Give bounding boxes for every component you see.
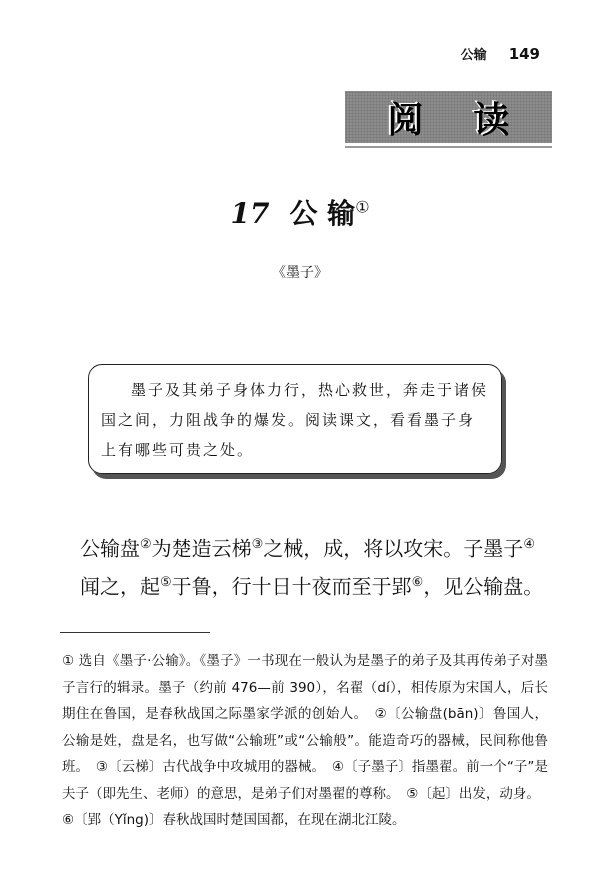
lesson-title-text: 公 输 [289,197,356,230]
banner-underline [345,146,552,148]
footnote-mark: ⑥ [411,574,424,590]
footnote-mark: ① [355,197,370,217]
text: 闻之，起 [80,574,160,599]
lesson-number: 17 [230,197,270,230]
footnote-mark: ③ [251,537,264,552]
footnote-divider [60,632,210,633]
footnote-mark: ⑤ [160,574,172,590]
text: 之械，成，将以攻宋。子墨子 [263,536,524,561]
section-name: 公输 [460,48,487,63]
running-header [461,44,540,63]
banner-char: 读 [473,99,510,141]
footnote-mark: ② [140,537,152,552]
text: 公输盘 [80,536,140,561]
lesson-source: 《墨子》 [272,265,328,281]
footnote-6: ⑥〔郢（Yǐng)〕春秋战国时楚国国都，在现在湖北江陵。 [62,812,406,828]
lesson-title [0,192,600,232]
intro-box: 墨子及其弟子身体力行，热心救世，奔走于诸侯国之间，力阻战争的爆发。阅读课文，看看墨子身上有哪些可贵之处。 [88,364,502,474]
banner-char: 阅 [387,99,424,141]
text: 于鲁，行十日十夜而至于郢 [171,574,412,599]
reading-banner [345,91,552,143]
footnotes [62,648,548,834]
footnote-mark: ④ [523,537,535,552]
main-text [80,528,550,603]
text: ，见公输盘。 [423,574,544,599]
page-number: 149 [508,45,540,63]
footnotes-1-5: ① 选自《墨子·公输》。《墨子》一书现在一般认为是墨子的弟子及其再传弟子对墨子言行的辑录。墨子（约前 476—前 390），名翟（dí），相传原为宋国人，后长期住在鲁国，是春秋战国之际墨家学派的创始人。 ②〔公输盘(bān)〕鲁国人，公输是姓，盘是名，也写做“公输班”或“公输般”。能造奇巧的器械，民间称他鲁班。 ③〔云梯〕古代战争中攻城用的器械。 ④〔子墨子〕指墨翟。前一个“子”是夫子（即先生、老师）的意思，是弟子们对墨翟的尊称。 ⑤〔起〕出发，动身。 [62,653,548,802]
text: 为楚造云梯 [151,536,252,561]
